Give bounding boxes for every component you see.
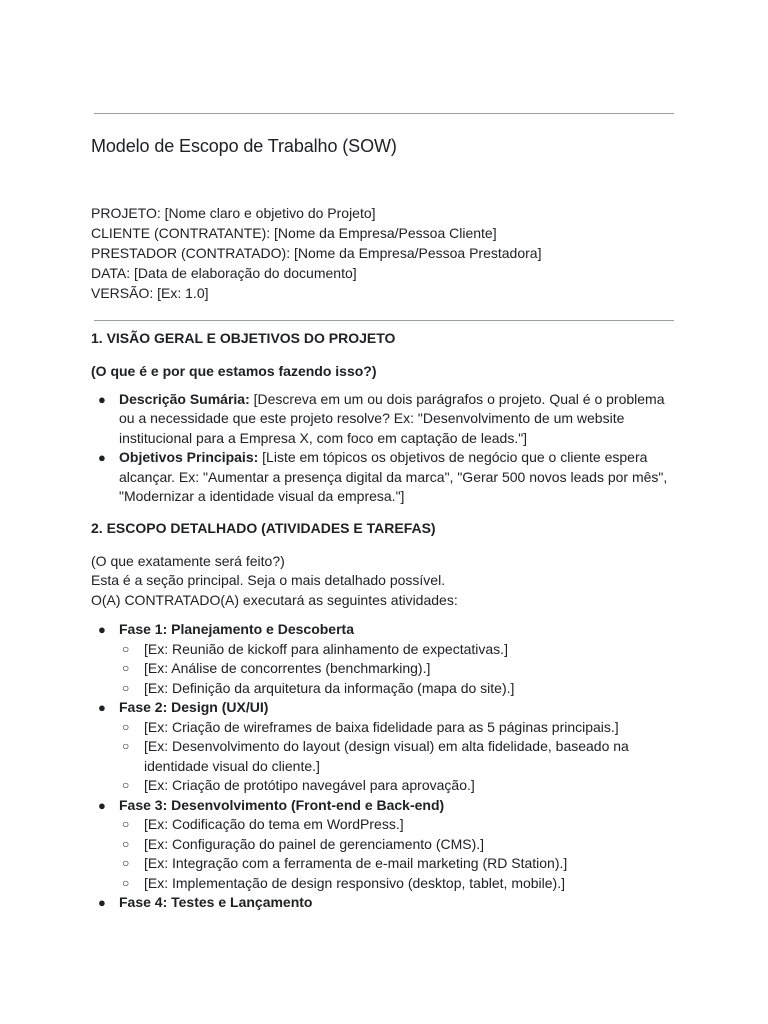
task-item (119, 640, 681, 660)
task-text: [Ex: Definição da arquitetura da informação (mapa do site).] (144, 679, 515, 696)
phase-label: Fase 4: Testes e Lançamento (119, 894, 313, 910)
section-subheading: (O que é e por que estamos fazendo isso?) (91, 363, 377, 379)
section-heading: 2. ESCOPO DETALHADO (ATIVIDADES E TAREFAS) (91, 519, 436, 536)
document-meta (91, 203, 541, 303)
phase-label: Fase 2: Design (UX/UI) (119, 699, 269, 715)
item-label: Objetivos Principais: (119, 449, 259, 465)
circle-bullet-icon: ○ (122, 778, 130, 792)
item-label: Descrição Sumária: (119, 390, 250, 407)
circle-bullet-icon: ○ (122, 856, 130, 870)
circle-bullet-icon: ○ (122, 739, 130, 753)
bullet-icon: ● (98, 895, 106, 910)
meta-provider: PRESTADOR (CONTRATADO): [Nome da Empresa/Pessoa Prestadora] (91, 245, 542, 261)
phase-label: Fase 1: Planejamento e Descoberta (119, 621, 354, 637)
bullet-icon: ● (98, 700, 106, 715)
document-body (91, 327, 681, 925)
intro-line: (O que exatamente será feito?) (91, 552, 285, 569)
task-item (119, 679, 681, 699)
task-text: [Ex: Reunião de kickoff para alinhamento de expectativas.] (144, 640, 508, 657)
item-text: [Liste em tópicos os objetivos de negócio que o cliente espera alcançar. Ex: "Aumentar a presença digital da marca", "Gerar 500 novos leads por mês", "Modernizar a identidade visual da empresa."] (119, 449, 668, 504)
meta-date: DATA: [Data de elaboração do documento] (91, 265, 357, 281)
meta-project: PROJETO: [Nome claro e objetivo do Projeto] (91, 205, 376, 221)
bullet-icon: ● (98, 622, 106, 637)
phase-item (91, 620, 681, 698)
task-text: [Ex: Configuração do painel de gerenciamento (CMS).] (144, 835, 485, 852)
phase-item (91, 796, 681, 894)
task-item (119, 874, 681, 894)
section-intro (91, 552, 681, 611)
phase-item (91, 893, 681, 913)
horizontal-rule (94, 113, 674, 114)
intro-line: O(A) CONTRATADO(A) executará as seguintes atividades: (91, 591, 458, 608)
circle-bullet-icon: ○ (122, 641, 130, 656)
task-text: [Ex: Codificação do tema em WordPress.] (144, 816, 404, 832)
bullet-icon: ● (98, 391, 106, 407)
meta-client: CLIENTE (CONTRATANTE): [Nome da Empresa/Pessoa Cliente] (91, 225, 497, 241)
task-list (119, 718, 681, 796)
task-item (119, 659, 681, 679)
phases-list (91, 620, 681, 913)
task-item (119, 737, 681, 776)
objectives-list (91, 390, 681, 507)
meta-version: VERSÃO: [Ex: 1.0] (91, 285, 209, 301)
phase-label: Fase 3: Desenvolvimento (Front-end e Back-end) (119, 796, 445, 813)
list-item (91, 448, 681, 507)
list-item (91, 390, 681, 449)
task-item (119, 854, 681, 874)
task-item (119, 718, 681, 738)
bullet-icon: ● (98, 450, 106, 465)
document-title: Modelo de Escopo de Trabalho (SOW) (91, 136, 397, 156)
bullet-icon: ● (98, 797, 106, 813)
intro-line: Esta é a seção principal. Seja o mais detalhado possível. (91, 572, 446, 588)
task-text: [Ex: Implementação de design responsivo (desktop, tablet, mobile).] (144, 874, 565, 891)
task-list (119, 815, 681, 893)
task-item (119, 835, 681, 855)
task-text: [Ex: Desenvolvimento do layout (design visual) em alta fidelidade, baseado na identidade visual do cliente.] (144, 738, 629, 774)
horizontal-rule (94, 320, 674, 321)
task-text: [Ex: Análise de concorrentes (benchmarking).] (144, 660, 431, 676)
circle-bullet-icon: ○ (122, 875, 130, 890)
task-text: [Ex: Integração com a ferramenta de e-mail marketing (RD Station).] (144, 855, 568, 871)
task-item (119, 776, 681, 796)
circle-bullet-icon: ○ (122, 719, 130, 734)
section-heading: 1. VISÃO GERAL E OBJETIVOS DO PROJETO (91, 330, 396, 346)
circle-bullet-icon: ○ (122, 680, 130, 695)
task-item (119, 815, 681, 835)
task-list (119, 640, 681, 699)
circle-bullet-icon: ○ (122, 817, 130, 831)
item-text: [Descreva em um ou dois parágrafos o projeto. Qual é o problema ou a necessidade que este projeto resolve? Ex: "Desenvolvimento de um website institucional para a Empresa X, com foco em captação de leads."] (119, 390, 665, 446)
circle-bullet-icon: ○ (122, 661, 130, 675)
circle-bullet-icon: ○ (122, 836, 130, 851)
task-text: [Ex: Criação de protótipo navegável para aprovação.] (144, 777, 475, 793)
task-text: [Ex: Criação de wireframes de baixa fidelidade para as 5 páginas principais.] (144, 718, 619, 735)
phase-item (91, 698, 681, 796)
